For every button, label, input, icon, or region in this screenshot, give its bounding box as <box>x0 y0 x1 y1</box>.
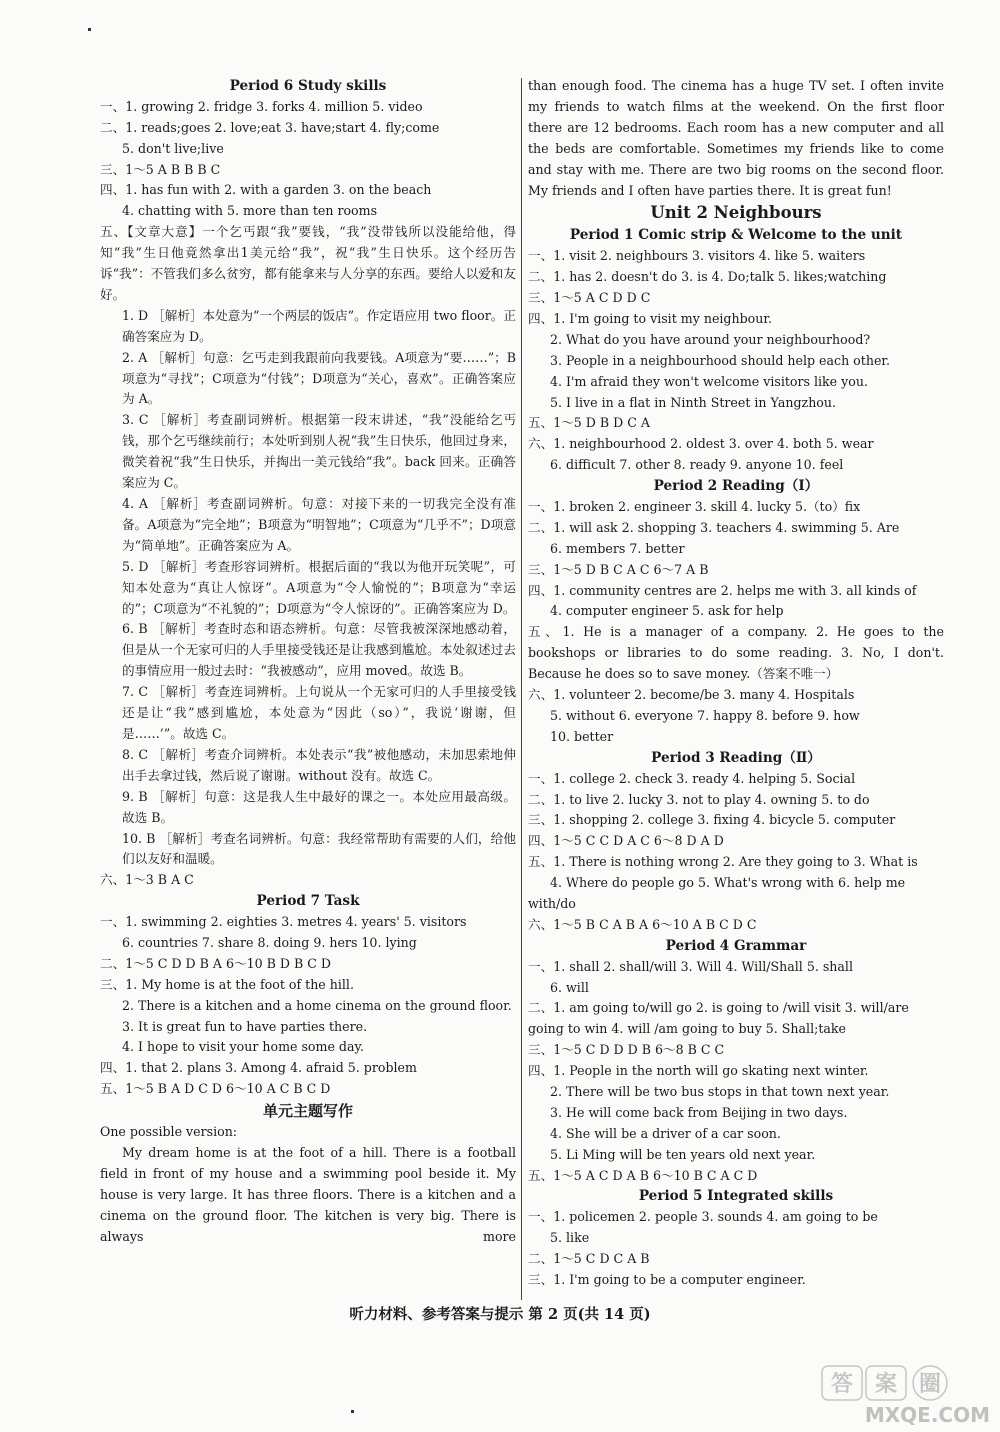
answer-line: 5. like <box>550 1230 590 1246</box>
answer-line: 三、1～5 D B C A C 6～7 A B <box>528 561 709 577</box>
answer-line: 6. difficult 7. other 8. ready 9. anyone 10. feel <box>550 457 844 473</box>
answer-line: 6. countries 7. share 8. doing 9. hers 10. lying <box>122 935 417 950</box>
answer-line: 四、1. I'm going to visit my neighbour. <box>528 311 772 326</box>
section-title: Period 4 Grammar <box>665 937 807 954</box>
article-summary: 五、【文章大意】一个乞丐跟“我”要钱，“我”没带钱所以没能给他，得知“我”生日他竟然拿出1美元给“我”，祝“我”生日快乐。这个经历告诉“我”：不管我们多么贫穷，都有能拿来与人分享的东西。要给人以爱和友好。 <box>100 224 516 302</box>
answer-line: 三、1～5 A C D D C <box>528 290 651 306</box>
answer-paragraph: 五、1. He is a manager of a company. 2. He goes to the bookshops or libraries to do some reading. 3. No, I don't. Because he does so to save money.（答案不唯一） <box>528 624 944 682</box>
answer-line: 4. Where do people go 5. What's wrong with 6. help me <box>550 875 906 891</box>
answer-explanation: 5. D ［解析］考查形容词辨析。根据后面的“我以为他开玩笑呢”，可知本处意为“真让人惊讶”。A项意为“令人愉悦的”；B项意为“幸运的”；C项意为“不礼貌的”；D项意为“令人惊讶的”。正确答案应为 D。 <box>122 558 516 616</box>
answer-explanation: 6. B ［解析］考查时态和语态辨析。句意：尽管我被深深地感动着，但是从一个无家可归的人手里接受钱还是让我感到尴尬。本处叙述过去的事情应用一般过去时：“我被感动”，应用 moved。故选 B。 <box>122 621 516 679</box>
section-title: Period 6 Study skills <box>229 78 387 94</box>
answer-line: 四、1. has fun with 2. with a garden 3. on the beach <box>100 182 432 198</box>
answer-line: going to win 4. will /am going to buy 5. Shall;take <box>528 1021 846 1037</box>
answer-line: 二、1. will ask 2. shopping 3. teachers 4. swimming 5. Are <box>528 519 900 535</box>
answer-line: 一、1. visit 2. neighbours 3. visitors 4. like 5. waiters <box>528 248 866 264</box>
answer-explanation: 4. A ［解析］考查副词辨析。句意：对接下来的一切我完全没有准备。A项意为“完全地”；B项意为“明智地”；C项意为“几乎不”；D项意为“简单地”。正确答案应为 A。 <box>122 496 516 553</box>
answer-line: 6. members 7. better <box>550 540 685 556</box>
answer-line: 3. He will come back from Beijing in two days. <box>550 1104 848 1120</box>
answer-line: 五、1～5 B A D C D 6～10 A C B C D <box>100 1081 331 1097</box>
svg-text:答: 答 <box>830 1372 854 1397</box>
watermark-logo <box>818 1362 994 1428</box>
svg-text:MXQE.COM: MXQE.COM <box>864 1403 990 1427</box>
answer-line: 一、1. growing 2. fridge 3. forks 4. million 5. video <box>100 98 423 114</box>
answer-line: 3. It is great fun to have parties there. <box>122 1018 368 1034</box>
answer-line: 四、1～5 C C D A C 6～8 D A D <box>528 833 724 849</box>
answer-explanation: 1. D ［解析］本处意为“一个两层的饭店”。作定语应用 two floor。正确答案应为 D。 <box>122 307 516 344</box>
answer-line: 三、1～5 A B B B C <box>100 161 221 177</box>
writing-title: 单元主题写作 <box>262 1102 353 1121</box>
answer-line: 四、1. People in the north will go skating next winter. <box>528 1063 869 1079</box>
answer-line: 二、1～5 C D C A B <box>528 1251 650 1267</box>
answer-line: 三、1. shopping 2. college 3. fixing 4. bicycle 5. computer <box>528 812 896 828</box>
answer-line: 2. There is a kitchen and a home cinema on the ground floor. <box>122 997 512 1013</box>
answer-line: 10. better <box>550 728 614 744</box>
answer-line: 5. without 6. everyone 7. happy 8. before 9. how <box>550 707 860 723</box>
answer-line: 四、1. that 2. plans 3. Among 4. afraid 5. problem <box>100 1060 417 1076</box>
answer-line: 4. I'm afraid they won't welcome visitors like you. <box>550 373 868 389</box>
answer-line: 5. Li Ming will be ten years old next year. <box>550 1146 816 1162</box>
writing-version-label: One possible version: <box>100 1124 238 1140</box>
scan-mark <box>351 1410 354 1413</box>
unit-title: Unit 2 Neighbours <box>650 203 822 223</box>
section-title: Period 2 Reading（Ⅰ） <box>653 478 819 495</box>
answer-line: 五、1～5 D B D C A <box>528 415 651 431</box>
answer-line: 一、1. shall 2. shall/will 3. Will 4. Will/Shall 5. shall <box>528 958 853 974</box>
answer-line: with/do <box>528 895 576 911</box>
writing-text: My dream home is at the foot of a hill. There is a football field in front of my house and a swimming pool beside it. My house is very large. It has three floors. There is a kitchen and a cinema on the ground floor. The kitchen is very big. There is always more <box>100 1145 516 1244</box>
answer-line: 6. will <box>550 979 589 995</box>
page-footer: 听力材料、参考答案与提示 第 2 页(共 14 页) <box>349 1306 651 1323</box>
answer-line: 5. I live in a flat in Ninth Street in Yangzhou. <box>550 394 837 410</box>
section-title: Period 5 Integrated skills <box>638 1188 834 1205</box>
answer-line: 二、1. reads;goes 2. love;eat 3. have;start 4. fly;come <box>100 119 440 135</box>
answer-explanation: 10. B ［解析］考查名词辨析。句意：我经常帮助有需要的人们，给他们以友好和温暖。 <box>122 830 516 867</box>
answer-line: 4. computer engineer 5. ask for help <box>550 603 784 619</box>
left-column <box>100 76 516 1248</box>
answer-line: 2. There will be two bus stops in that town next year. <box>550 1084 890 1099</box>
answer-line: 六、1. neighbourhood 2. oldest 3. over 4. both 5. wear <box>528 436 874 452</box>
answer-explanation: 8. C ［解析］考查介词辨析。本处表示“我”被他感动，未加思索地伸出手去拿过钱，然后说了谢谢。without 没有。故选 C。 <box>122 746 516 783</box>
answer-line: 4. I hope to visit your home some day. <box>122 1039 364 1055</box>
answer-line: 一、1. swimming 2. eighties 3. metres 4. years' 5. visitors <box>100 914 467 930</box>
answer-line: 二、1. am going to/will go 2. is going to /will visit 3. will/are <box>528 1000 909 1016</box>
answer-line: 五、1～5 A C D A B 6～10 B C A C D <box>528 1167 758 1183</box>
answer-line: 4. chatting with 5. more than ten rooms <box>122 203 378 219</box>
answer-line: 二、1～5 C D D B A 6～10 B D B C D <box>100 955 331 971</box>
answer-line: 一、1. policemen 2. people 3. sounds 4. am going to be <box>528 1209 878 1225</box>
scan-mark <box>88 28 91 31</box>
svg-text:圈: 圈 <box>918 1372 942 1397</box>
answer-line: 三、1～5 C D D D B 6～8 B C C <box>528 1042 725 1058</box>
answer-line: 二、1. to live 2. lucky 3. not to play 4. owning 5. to do <box>528 791 870 807</box>
answer-line: 一、1. college 2. check 3. ready 4. helping 5. Social <box>528 770 856 786</box>
right-column <box>528 76 944 1291</box>
answer-line: 2. What do you have around your neighbourhood? <box>550 331 871 347</box>
answer-line: 4. She will be a driver of a car soon. <box>550 1125 781 1141</box>
answer-line: 四、1. community centres are 2. helps me with 3. all kinds of <box>528 582 917 598</box>
section-title: Period 3 Reading（Ⅱ） <box>651 749 821 766</box>
svg-text:案: 案 <box>874 1372 898 1397</box>
answer-line: 五、1. There is nothing wrong 2. Are they going to 3. What is <box>528 854 918 870</box>
section-title: Period 7 Task <box>256 893 360 910</box>
answer-line: 六、1. volunteer 2. become/be 3. many 4. Hospitals <box>528 687 855 703</box>
writing-text-continued: than enough food. The cinema has a huge TV set. I often invite my friends to watch films at the weekend. On the first floor there are 12 bedrooms. Each room has a new computer and all the beds are comfortable. Sometimes my friends like to come and stay with me. There are two big rooms on the second floor. My friends and I often have parties there. It is great fun! <box>528 78 944 198</box>
answer-line: 二、1. has 2. doesn't do 3. is 4. Do;talk 5. likes;watching <box>528 269 887 285</box>
answer-explanation: 2. A ［解析］句意：乞丐走到我跟前向我要钱。A项意为“要……”；B项意为“寻找”；C项意为“付钱”；D项意为“关心，喜欢”。正确答案应为 A。 <box>122 349 516 407</box>
answer-line: 三、1. I'm going to be a computer engineer. <box>528 1272 806 1288</box>
answer-explanation: 7. C ［解析］考查连词辨析。上句说从一个无家可归的人手里接受钱还是让“我”感到尴尬，本处意为“因此（so）”，我说‘谢谢，但是……’”。故选 C。 <box>122 684 516 741</box>
answer-line: 三、1. My home is at the foot of the hill. <box>100 976 354 992</box>
answer-line: 一、1. broken 2. engineer 3. skill 4. lucky 5.（to）fix <box>528 499 861 515</box>
section-title: Period 1 Comic strip & Welcome to the unit <box>569 227 903 244</box>
answer-line: 六、1～3 B A C <box>100 872 194 888</box>
answer-line: 3. People in a neighbourhood should help each other. <box>550 352 891 368</box>
answer-line: 5. don't live;live <box>122 140 224 156</box>
answer-explanation: 9. B ［解析］句意：这是我人生中最好的课之一。本处应用最高级。故选 B。 <box>122 788 516 825</box>
answer-line: 六、1～5 B C A B A 6～10 A B C D C <box>528 916 757 932</box>
answer-explanation: 3. C ［解析］考查副词辨析。根据第一段末讲述，“我”没能给乞丐钱，那个乞丐继续前行；本处听到别人祝“我”生日快乐，他回过身来，微笑着祝“我”生日快乐，并掏出一美元钱给“我”。back 回来。正确答案应为 C。 <box>122 412 516 491</box>
column-divider <box>521 78 522 1300</box>
